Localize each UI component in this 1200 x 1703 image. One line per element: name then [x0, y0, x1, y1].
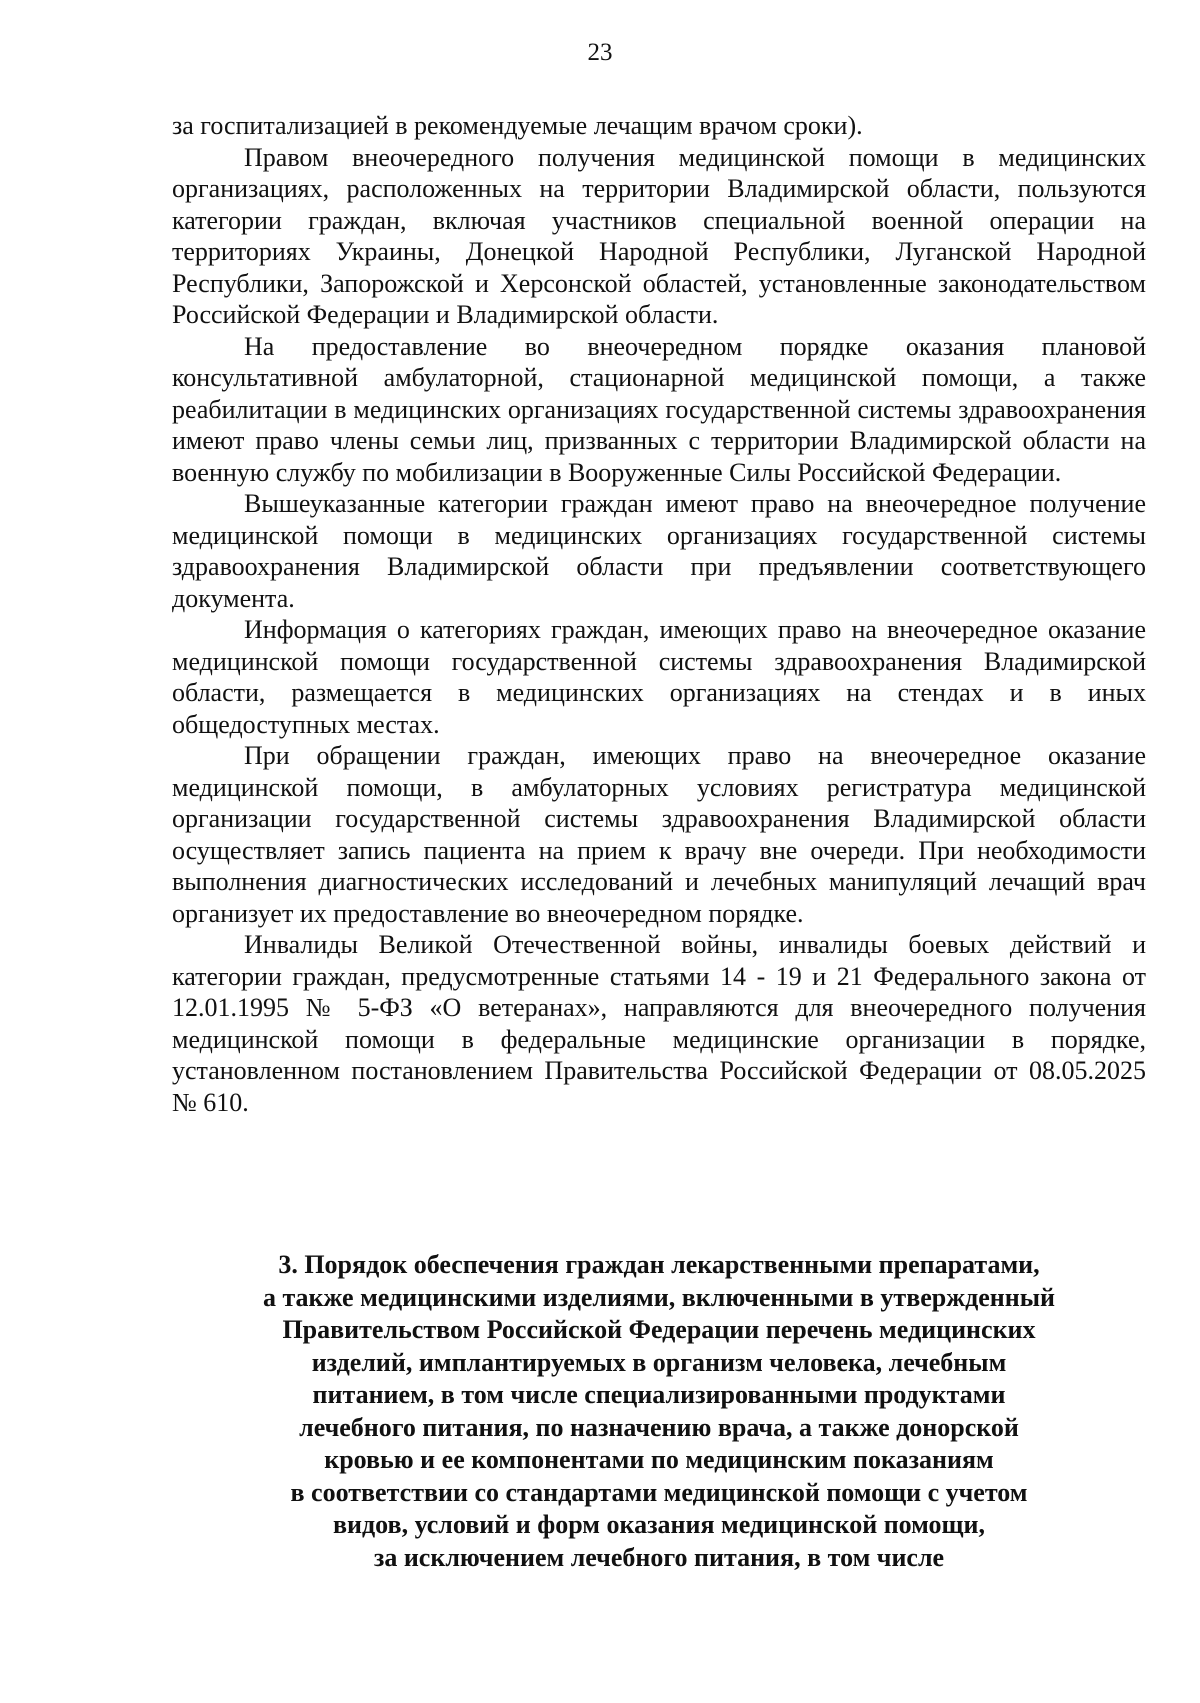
paragraph-mobilized-families: На предоставление во внеочередном порядке оказания плановой консультативной амбулаторной, стационарной медицинской помощи, а также реабилитации в медицинских организациях государственной системы здравоохранения имеют право члены семьи лиц, призванных с территории Владимирской области на военную службу по мобилизации в Вооруженные Силы Российской Федерации.	[172, 331, 1146, 487]
section-heading-line: питанием, в том числе специализированными продуктами	[312, 1380, 1006, 1409]
section-heading-line: изделий, имплантируемых в организм человека, лечебным	[311, 1347, 1007, 1377]
page-number: 23	[587, 39, 613, 66]
section-heading-line: 3. Порядок обеспечения граждан лекарственными препаратами,	[278, 1250, 1040, 1279]
section-heading-line: Правительством Российской Федерации перечень медицинских	[282, 1315, 1036, 1344]
section-heading-line: кровью и ее компонентами по медицинским показаниям	[324, 1445, 994, 1474]
section-heading-line: лечебного питания, по назначению врача, а также донорской	[299, 1412, 1019, 1442]
document-body	[172, 110, 1146, 1118]
section-heading-line: за исключением лечебного питания, в том числе	[373, 1542, 945, 1572]
paragraph-veterans: Инвалиды Великой Отечественной войны, инвалиды боевых действий и категории граждан, предусмотренные статьями 14 - 19 и 21 Федерального закона от 12.01.1995 № 5-ФЗ «О ветеранах», направляются для внеочередного получения медицинской помощи в федеральные медицинские организации в порядке, установленном постановлением Правительства Российской Федерации от 08.05.2025 № 610.	[172, 930, 1146, 1117]
paragraph-information-placement: Информация о категориях граждан, имеющих право на внеочередное оказание медицинской помощи государственной системы здравоохранения Владимирской области, размещается в медицинских организациях на стендах и в иных общедоступных местах.	[172, 615, 1146, 739]
section-heading-line: в соответствии со стандартами медицинской помощи с учетом	[290, 1477, 1028, 1507]
paragraph-document-presentation: Вышеуказанные категории граждан имеют право на внеочередное получение медицинской помощи в медицинских организациях государственной системы здравоохранения Владимирской области при предъявлении соответствующего документа.	[172, 489, 1146, 613]
paragraph-registry-procedure: При обращении граждан, имеющих право на внеочередное оказание медицинской помощи, в амбулаторных условиях регистратура медицинской организации государственной системы здравоохранения Владимирской области осуществляет запись пациента на прием к врачу вне очереди. При необходимости выполнения диагностических исследований и лечебных манипуляций лечащий врач организует их предоставление во внеочередном порядке.	[172, 741, 1146, 928]
paragraph-continuation: за госпитализацией в рекомендуемые лечащим врачом сроки).	[172, 111, 863, 140]
section-heading	[172, 1249, 1146, 1574]
section-heading-line: видов, условий и форм оказания медицинской помощи,	[333, 1510, 985, 1539]
paragraph-priority-right: Правом внеочередного получения медицинской помощи в медицинских организациях, расположенных на территории Владимирской области, пользуются категории граждан, включая участников специальной военной операции на территориях Украины, Донецкой Народной Республики, Луганской Народной Республики, Запорожской и Херсонской областей, установленные законодательством Российской Федерации и Владимирской области.	[172, 142, 1146, 329]
section-heading-line: а также медицинскими изделиями, включенными в утвержденный	[262, 1282, 1056, 1312]
